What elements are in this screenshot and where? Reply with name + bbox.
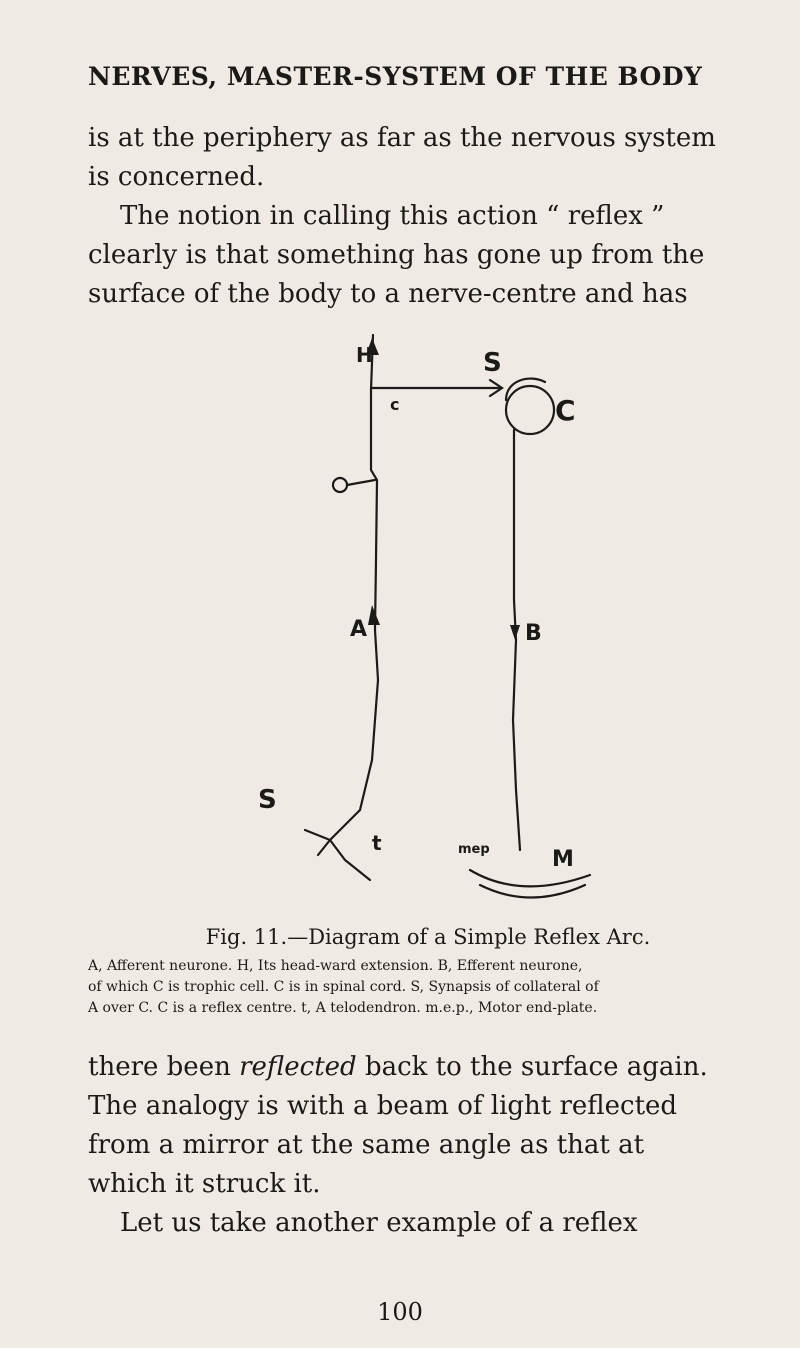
trophic-cell-c xyxy=(506,386,554,434)
emphasis-word: reflected xyxy=(239,1052,357,1082)
page-number: 100 xyxy=(377,1298,423,1326)
figure-legend-line: of which C is trophic cell. C is in spinal cord. S, Synapsis of collateral of xyxy=(88,979,599,995)
motor-end-plate xyxy=(470,870,590,898)
label-m: M xyxy=(552,847,574,872)
text-span: back to the surface again. xyxy=(356,1052,708,1082)
text-line: which it struck it. xyxy=(88,1169,321,1199)
label-c-big: C xyxy=(555,394,576,427)
label-h: H xyxy=(356,343,373,367)
telodendron xyxy=(305,810,370,880)
afferent-neurone-line xyxy=(360,335,378,810)
text-line: surface of the body to a nerve-centre and has xyxy=(88,279,688,309)
label-mep: mep xyxy=(458,842,490,857)
cell-outline xyxy=(506,379,545,400)
collateral-loop xyxy=(333,478,347,492)
label-t: t xyxy=(372,831,382,855)
running-header: NERVES, MASTER-SYSTEM OF THE BODY xyxy=(88,62,703,91)
text-line: from a mirror at the same angle as that at xyxy=(88,1130,645,1160)
arrow-a xyxy=(368,605,380,625)
text-line: is at the periphery as far as the nervous system xyxy=(88,123,716,153)
reflex-arc-diagram xyxy=(230,325,630,925)
figure-legend-line: A over C. C is a reflex centre. t, A telodendron. m.e.p., Motor end-plate. xyxy=(88,1000,598,1016)
label-s-top: S xyxy=(483,348,502,378)
arrow-b xyxy=(510,625,520,640)
label-s-bottom: S xyxy=(258,785,277,815)
figure-legend-line: A, Afferent neurone. H, Its head-ward extension. B, Efferent neurone, xyxy=(88,958,583,974)
text-line: is concerned. xyxy=(88,162,265,192)
figure-caption: Fig. 11.—Diagram of a Simple Reflex Arc. xyxy=(205,925,651,949)
text-line: The analogy is with a beam of light reflected xyxy=(88,1091,678,1121)
text-span: there been xyxy=(88,1052,240,1082)
efferent-neurone-line xyxy=(513,430,520,850)
text-line: The notion in calling this action “ reflex ” xyxy=(120,201,665,231)
label-b: B xyxy=(525,621,542,646)
text-line: clearly is that something has gone up from the xyxy=(88,240,705,270)
label-c-small: c xyxy=(390,395,400,414)
label-a: A xyxy=(350,617,368,642)
text-line xyxy=(88,1054,768,1080)
text-line: Let us take another example of a reflex xyxy=(120,1208,638,1238)
